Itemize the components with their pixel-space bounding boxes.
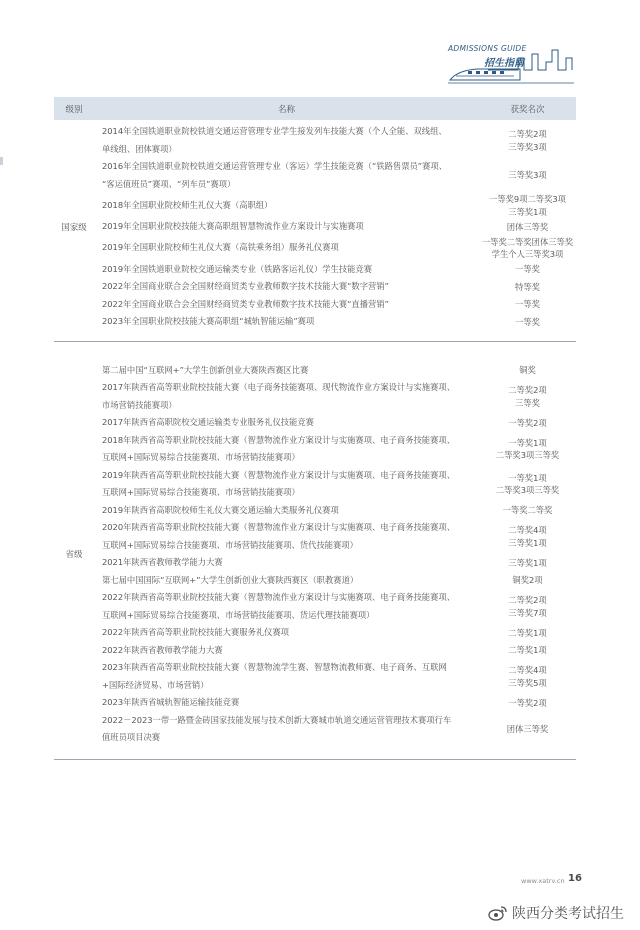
competition-name-line: 市场营销技能赛项） bbox=[102, 399, 177, 410]
award-line: 二等奖4项 bbox=[508, 525, 547, 535]
competition-name-line: 2022年全国商业联合会全国财经商贸类专业教师数字技术技能大赛“数字营销” bbox=[102, 281, 389, 291]
page-edge-mark bbox=[0, 157, 3, 165]
award-cell bbox=[479, 723, 576, 736]
award-line: 一等奖二等奖团体三等奖 bbox=[481, 236, 574, 247]
footer-url: www.xatrv.cn bbox=[521, 877, 565, 885]
competition-name-line: “客运值班员”赛项、“列车员”赛项） bbox=[102, 178, 236, 189]
competition-name-line: 2020年陕西省高等职业院校技能大赛（智慧物流作业方案设计与实施赛项、电子商务技能赛项、 bbox=[102, 522, 455, 532]
award-cell bbox=[479, 574, 576, 587]
competition-name-line: 2022年全国商业联合会全国财经商贸类专业教师数字技术技能大赛“直播营销” bbox=[102, 298, 389, 309]
table-row bbox=[94, 218, 576, 236]
award-line: 团体三等奖 bbox=[506, 723, 549, 734]
table-row bbox=[94, 379, 576, 414]
table-row bbox=[94, 296, 576, 314]
table-row bbox=[94, 572, 576, 590]
competition-name-line: +国际经济贸易、市场营销） bbox=[102, 679, 209, 690]
table-row bbox=[94, 519, 576, 554]
page-number: 16 bbox=[568, 873, 582, 884]
table-body bbox=[54, 120, 576, 760]
table-row bbox=[94, 432, 576, 467]
header-level: 级别 bbox=[65, 104, 83, 115]
header-name: 名称 bbox=[277, 104, 295, 115]
award-line: 一等奖1项 bbox=[508, 437, 547, 448]
competition-name-line: 2019年陕西省高职院校师生礼仪大赛交通运输大类服务礼仪赛项 bbox=[102, 504, 339, 515]
competition-name-line: 2019年陕西省高等职业院校技能大赛（智慧物流作业方案设计与实施赛项、电子商务技能赛项、 bbox=[102, 469, 455, 480]
award-cell bbox=[479, 472, 576, 497]
award-cell bbox=[479, 298, 576, 311]
award-line: 二等奖1项 bbox=[508, 627, 547, 638]
competition-name-line: 2023年全国职业院校技能大赛高职组“城轨智能运输”赛项 bbox=[102, 316, 315, 326]
award-cell bbox=[479, 437, 576, 462]
award-cell bbox=[479, 644, 576, 657]
competition-name bbox=[94, 296, 479, 314]
award-line: 一等奖 bbox=[515, 316, 540, 327]
competition-name bbox=[94, 572, 479, 590]
award-line: 铜奖 bbox=[519, 365, 536, 375]
award-cell bbox=[479, 664, 576, 689]
award-cell bbox=[479, 627, 576, 640]
competition-name-line: 第二届中国“互联网+”大学生创新创业大赛陕西赛区比赛 bbox=[102, 364, 309, 375]
competition-name-line: 2021年陕西省教师教学能力大赛 bbox=[102, 557, 223, 567]
competition-name-line: 值班员项目决赛 bbox=[102, 732, 161, 742]
competition-name bbox=[94, 197, 479, 215]
award-line: 二等奖3项三等奖 bbox=[495, 485, 560, 495]
table-row bbox=[94, 123, 576, 158]
watermark-text: 陕西分类考试招生 bbox=[512, 906, 624, 922]
competition-name-line: 2022－2023一带一路暨金砖国家技能发展与技术创新大赛城市轨道交通运营管理技术赛项行车 bbox=[102, 714, 452, 725]
competition-name-line: 2022年陕西省高等职业院校技能大赛服务礼仪赛项 bbox=[102, 627, 290, 637]
award-line: 学生个人三等奖3项 bbox=[491, 249, 564, 259]
award-line: 铜奖2项 bbox=[512, 575, 543, 585]
award-line: 三等奖5项 bbox=[508, 677, 547, 688]
awards-table bbox=[54, 97, 576, 760]
competition-name-line: 2019年全国职业院校技能大赛高职组智慧物流作业方案设计与实施赛项 bbox=[102, 221, 364, 231]
award-cell bbox=[479, 128, 576, 153]
award-line: 二等奖3项三等奖 bbox=[495, 450, 560, 460]
table-row bbox=[94, 467, 576, 502]
competition-name-line: 2017年陕西省高职院校交通运输类专业服务礼仪技能竞赛 bbox=[102, 417, 314, 427]
award-cell bbox=[479, 169, 576, 182]
award-line: 三等奖1项 bbox=[508, 537, 547, 548]
award-cell bbox=[479, 557, 576, 570]
table-row bbox=[94, 712, 576, 747]
table-row bbox=[94, 502, 576, 520]
table-row bbox=[94, 193, 576, 218]
table-row bbox=[94, 362, 576, 380]
header-award: 获奖名次 bbox=[510, 104, 545, 115]
competition-name bbox=[94, 467, 479, 502]
level-group bbox=[54, 120, 576, 342]
award-cell bbox=[479, 594, 576, 619]
competition-name bbox=[94, 642, 479, 660]
award-line: 三等奖1项 bbox=[508, 557, 547, 568]
award-line: 一等奖 bbox=[515, 299, 540, 309]
level-cell: 省级 bbox=[65, 550, 83, 560]
table-row bbox=[94, 642, 576, 660]
award-cell bbox=[479, 193, 576, 218]
logo-title-en: ADMISSIONS GUIDE bbox=[448, 44, 527, 53]
award-line: 二等奖2项 bbox=[508, 129, 547, 139]
award-cell bbox=[479, 221, 576, 234]
table-row bbox=[94, 589, 576, 624]
weibo-icon bbox=[488, 905, 508, 921]
award-line: 一等奖二等奖 bbox=[502, 505, 553, 515]
competition-name-line: 2022年陕西省高等职业院校技能大赛（智慧物流作业方案设计与实施赛项、电子商务技能赛项、 bbox=[102, 592, 455, 602]
award-cell bbox=[479, 316, 576, 329]
award-line: 一等奖1项 bbox=[508, 472, 547, 483]
competition-name bbox=[94, 379, 479, 414]
award-cell bbox=[479, 384, 576, 409]
competition-name bbox=[94, 554, 479, 572]
award-line: 三等奖 bbox=[515, 397, 540, 408]
competition-name bbox=[94, 694, 479, 712]
competition-name-line: 2014年全国铁道职业院校铁道交通运营管理专业学生接发列车技能大赛（个人全能、双线组、 bbox=[102, 126, 447, 136]
award-line: 团体三等奖 bbox=[506, 221, 549, 232]
competition-name-line: 第七届中国国际“互联网+”大学生创新创业大赛陕西赛区（职教赛道） bbox=[102, 574, 359, 585]
award-line: 一等奖 bbox=[515, 264, 540, 274]
table-row bbox=[94, 278, 576, 296]
award-line: 三等奖7项 bbox=[508, 607, 547, 618]
admissions-guide-logo bbox=[448, 44, 578, 86]
award-line: 二等奖1项 bbox=[508, 645, 547, 655]
award-line: 一等奖2项 bbox=[508, 417, 547, 428]
award-cell bbox=[479, 417, 576, 430]
award-line: 特等奖 bbox=[515, 281, 540, 292]
table-row bbox=[94, 313, 576, 331]
competition-name bbox=[94, 712, 479, 747]
competition-name-line: 2016年全国铁道职业院校铁道交通运营管理专业（客运）学生技能竞赛（“铁路售票员”赛项、 bbox=[102, 161, 447, 171]
competition-name bbox=[94, 519, 479, 554]
table-row bbox=[94, 414, 576, 432]
table-row bbox=[94, 554, 576, 572]
competition-name-line: 2019年全国铁道职业院校交通运输类专业（铁路客运礼仪）学生技能竞赛 bbox=[102, 263, 373, 274]
watermark bbox=[488, 903, 624, 923]
competition-name bbox=[94, 362, 479, 380]
award-cell bbox=[479, 281, 576, 294]
award-cell bbox=[479, 524, 576, 549]
award-line: 三等奖3项 bbox=[508, 141, 547, 152]
competition-name bbox=[94, 414, 479, 432]
competition-name bbox=[94, 158, 479, 193]
competition-name-line: 2023年陕西省城轨智能运输技能竞赛 bbox=[102, 697, 240, 707]
competition-name-line: 单线组、团体赛项） bbox=[102, 143, 177, 154]
level-group bbox=[54, 342, 576, 760]
table-row bbox=[94, 624, 576, 642]
award-cell bbox=[479, 263, 576, 276]
award-line: 一等奖9项二等奖3项 bbox=[489, 194, 566, 204]
award-cell bbox=[479, 236, 576, 261]
competition-name bbox=[94, 278, 479, 296]
competition-name bbox=[94, 261, 479, 279]
award-line: 二等奖4项 bbox=[508, 665, 547, 675]
competition-name bbox=[94, 218, 479, 236]
competition-name-line: 2023年陕西省高等职业院校技能大赛（智慧物流学生赛、智慧物流教师赛、电子商务、互联网 bbox=[102, 662, 447, 672]
award-line: 二等奖2项 bbox=[508, 595, 547, 605]
competition-name-line: 2018年陕西省高等职业院校技能大赛（智慧物流作业方案设计与实施赛项、电子商务技能赛项、 bbox=[102, 434, 455, 445]
competition-name bbox=[94, 502, 479, 520]
award-cell bbox=[479, 364, 576, 377]
competition-name bbox=[94, 624, 479, 642]
table-row bbox=[94, 236, 576, 261]
competition-name bbox=[94, 313, 479, 331]
table-row bbox=[94, 261, 576, 279]
award-line: 二等奖2项 bbox=[508, 385, 547, 395]
competition-name bbox=[94, 432, 479, 467]
competition-name bbox=[94, 589, 479, 624]
award-line: 三等奖3项 bbox=[508, 170, 547, 181]
award-cell bbox=[479, 504, 576, 517]
award-cell bbox=[479, 697, 576, 710]
competition-name-line: 互联网+国际贸易综合技能赛项、市场营销技能赛项、货代技能赛项） bbox=[102, 539, 358, 550]
competition-name-line: 2022年陕西省教师教学能力大赛 bbox=[102, 644, 223, 655]
award-line: 一等奖2项 bbox=[508, 697, 547, 708]
competition-name-line: 2017年陕西省高等职业院校技能大赛（电子商务技能赛项、现代物流作业方案设计与实施赛项、 bbox=[102, 382, 455, 392]
competition-name-line: 互联网+国际贸易综合技能赛项、市场营销技能赛项、货运代理技能赛项） bbox=[102, 609, 375, 620]
competition-name-line: 2019年全国职业院校师生礼仪大赛（高铁乘务组）服务礼仪赛项 bbox=[102, 242, 339, 253]
competition-name-line: 互联网+国际贸易综合技能赛项、市场营销技能赛项） bbox=[102, 452, 300, 462]
level-cell: 国家级 bbox=[61, 222, 87, 233]
table-row bbox=[94, 694, 576, 712]
table-header bbox=[54, 97, 576, 120]
logo-title-cn: 招生指南 bbox=[484, 58, 524, 69]
competition-name-line: 2018年全国职业院校师生礼仪大赛（高职组） bbox=[102, 199, 273, 210]
competition-name bbox=[94, 123, 479, 158]
competition-name bbox=[94, 239, 479, 257]
award-line: 三等奖1项 bbox=[508, 206, 547, 217]
competition-name bbox=[94, 659, 479, 694]
competition-name-line: 互联网+国际贸易综合技能赛项、市场营销技能赛项） bbox=[102, 487, 300, 497]
table-row bbox=[94, 659, 576, 694]
table-row bbox=[94, 158, 576, 193]
